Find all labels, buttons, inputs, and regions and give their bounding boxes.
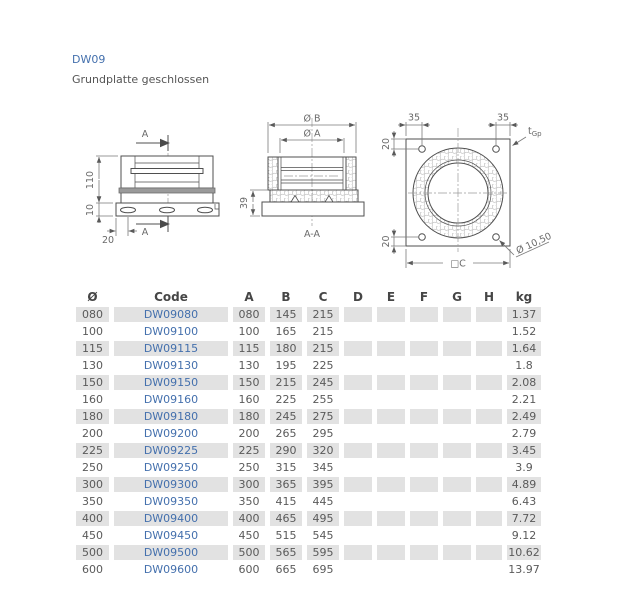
cell-d — [344, 307, 372, 322]
cell-h — [476, 358, 502, 373]
cell-f — [410, 528, 438, 543]
product-code: DW09 — [72, 53, 106, 66]
cell-e — [377, 443, 405, 458]
dim-35-left-label: 35 — [407, 112, 421, 124]
cell-b: 195 — [275, 359, 297, 372]
table-row — [76, 460, 541, 475]
cell-kg: 7.72 — [507, 511, 541, 526]
table-row — [76, 477, 541, 492]
slot-left — [121, 207, 136, 213]
spec-table-body — [76, 307, 541, 577]
cell-code — [114, 477, 228, 492]
technical-drawing — [60, 100, 575, 285]
cell-f — [410, 460, 438, 475]
cell-c: 495 — [307, 511, 339, 526]
cell-a: 500 — [233, 545, 265, 560]
cell-a: 080 — [233, 307, 265, 322]
code-link[interactable]: DW09300 — [143, 478, 199, 491]
cell-d — [344, 426, 372, 441]
cell-d — [344, 511, 372, 526]
cell-c: 395 — [307, 477, 339, 492]
cell-d — [344, 477, 372, 492]
table-row — [76, 426, 541, 441]
cell-h — [476, 409, 502, 424]
cell-g — [443, 392, 471, 407]
cell-kg: 6.43 — [511, 495, 537, 508]
cell-code — [114, 545, 228, 560]
cell-diameter: 600 — [82, 563, 103, 576]
cell-b: 515 — [275, 529, 297, 542]
table-row — [76, 443, 541, 458]
cell-kg: 3.45 — [507, 443, 541, 458]
cell-d — [344, 562, 372, 577]
col-header-a: A — [244, 290, 254, 304]
code-link[interactable]: DW09200 — [143, 427, 199, 440]
cell-kg: 2.49 — [507, 409, 541, 424]
cell-c: 225 — [312, 359, 334, 372]
slot-middle — [160, 207, 175, 213]
cell-d — [344, 494, 372, 509]
plate-size-label: □C — [450, 258, 466, 270]
cell-e — [377, 494, 405, 509]
code-link[interactable]: DW09350 — [143, 495, 199, 508]
cell-b: 665 — [275, 563, 297, 576]
cell-b: 165 — [275, 325, 297, 338]
cell-diameter: 160 — [82, 393, 103, 406]
dim-dia-a-label: Ø A — [303, 128, 321, 140]
cell-f — [410, 443, 438, 458]
dim-20-label: 20 — [101, 235, 115, 246]
cell-f — [410, 375, 438, 390]
cell-e — [377, 324, 405, 339]
col-header-d: D — [353, 290, 363, 304]
section-view-drawing — [239, 114, 364, 241]
cell-kg: 1.37 — [507, 307, 541, 322]
cell-a: 600 — [238, 563, 260, 576]
cell-diameter: 250 — [82, 461, 103, 474]
cell-d — [344, 443, 372, 458]
code-link[interactable]: DW09450 — [143, 529, 199, 542]
cell-diameter: 450 — [82, 529, 103, 542]
cell-diameter: 225 — [76, 443, 109, 458]
cell-h — [476, 528, 502, 543]
table-row — [76, 545, 541, 560]
cell-c: 275 — [307, 409, 339, 424]
dim-110-label: 110 — [85, 170, 96, 190]
cell-c: 345 — [312, 461, 334, 474]
cell-a: 150 — [233, 375, 265, 390]
product-header — [72, 50, 209, 90]
cell-b: 290 — [270, 443, 302, 458]
code-link[interactable]: DW09225 — [143, 444, 199, 457]
product-title: Grundplatte geschlossen — [72, 73, 210, 86]
cell-c: 445 — [312, 495, 334, 508]
cell-e — [377, 307, 405, 322]
cell-d — [344, 545, 372, 560]
cell-e — [377, 562, 405, 577]
cell-b: 315 — [275, 461, 297, 474]
bolt-hole — [419, 146, 426, 153]
cell-a: 160 — [238, 393, 260, 406]
cell-kg: 1.52 — [511, 325, 537, 338]
cell-b: 145 — [270, 307, 302, 322]
cell-e — [377, 358, 405, 373]
cell-c: 255 — [312, 393, 334, 406]
cell-f — [410, 324, 438, 339]
cell-a: 100 — [238, 325, 260, 338]
code-link[interactable]: DW09150 — [143, 376, 199, 389]
cell-b: 180 — [270, 341, 302, 356]
cell-e — [377, 511, 405, 526]
cell-kg: 9.12 — [511, 529, 537, 542]
cell-e — [377, 460, 405, 475]
col-header-kg: kg — [515, 290, 533, 304]
code-link[interactable]: DW09100 — [143, 325, 199, 338]
cell-h — [476, 511, 502, 526]
cell-h — [476, 307, 502, 322]
cell-b: 365 — [270, 477, 302, 492]
cell-a: 300 — [233, 477, 265, 492]
cell-e — [377, 528, 405, 543]
hole-diameter-label: Ø 10,50 — [514, 230, 554, 257]
cell-code — [114, 358, 228, 373]
cell-kg: 1.64 — [507, 341, 541, 356]
insulation-wall-right — [346, 157, 356, 190]
cell-d — [344, 460, 372, 475]
table-row — [76, 324, 541, 339]
cell-code — [114, 324, 228, 339]
slot-right — [198, 207, 213, 213]
cell-diameter: 150 — [76, 375, 109, 390]
cell-code — [114, 460, 228, 475]
code-link[interactable]: DW09080 — [143, 308, 199, 321]
table-row — [76, 307, 541, 322]
code-link[interactable]: DW09130 — [143, 359, 199, 372]
cell-e — [377, 426, 405, 441]
cell-a: 130 — [238, 359, 260, 372]
table-row — [76, 375, 541, 390]
cell-kg: 2.79 — [511, 427, 537, 440]
cell-c: 245 — [307, 375, 339, 390]
cell-g — [443, 324, 471, 339]
table-row — [76, 392, 541, 407]
cell-f — [410, 426, 438, 441]
cell-h — [476, 477, 502, 492]
cell-diameter: 400 — [76, 511, 109, 526]
cell-g — [443, 494, 471, 509]
clamp-band — [131, 169, 203, 174]
cell-d — [344, 324, 372, 339]
cell-g — [443, 426, 471, 441]
cell-e — [377, 545, 405, 560]
cell-h — [476, 324, 502, 339]
cell-g — [443, 511, 471, 526]
dim-20-bottom-label: 20 — [381, 235, 392, 248]
cell-kg: 10.62 — [508, 546, 540, 559]
cell-f — [410, 341, 438, 356]
base-plate-section — [262, 202, 364, 216]
code-link[interactable]: DW09115 — [143, 342, 199, 355]
col-header-g: G — [452, 290, 462, 304]
cell-g — [443, 443, 471, 458]
col-header-c: C — [318, 290, 328, 304]
col-header-f: F — [419, 290, 429, 304]
cell-g — [443, 460, 471, 475]
cell-code — [114, 375, 228, 390]
cell-e — [377, 392, 405, 407]
col-header-e: E — [386, 290, 396, 304]
code-link[interactable]: DW09250 — [143, 461, 199, 474]
cell-h — [476, 443, 502, 458]
cell-g — [443, 409, 471, 424]
cell-c: 545 — [312, 529, 334, 542]
cell-a: 180 — [233, 409, 265, 424]
cell-g — [443, 341, 471, 356]
cell-g — [443, 307, 471, 322]
cell-diameter: 350 — [82, 495, 103, 508]
cell-b: 225 — [275, 393, 297, 406]
cell-kg: 2.08 — [507, 375, 541, 390]
cell-kg: 2.21 — [511, 393, 537, 406]
table-row — [76, 511, 541, 526]
cell-f — [410, 307, 438, 322]
gasket-band — [119, 188, 215, 193]
dim-dia-b-label: Ø B — [303, 113, 321, 125]
cell-h — [476, 545, 502, 560]
table-row — [76, 358, 541, 373]
cell-kg: 3.9 — [515, 461, 533, 474]
cell-g — [443, 528, 471, 543]
cell-f — [410, 545, 438, 560]
cell-b: 465 — [270, 511, 302, 526]
cell-kg: 4.89 — [507, 477, 541, 492]
insulation-wall-left — [268, 157, 278, 190]
cell-a: 400 — [233, 511, 265, 526]
cell-diameter: 500 — [76, 545, 109, 560]
cell-diameter: 115 — [76, 341, 109, 356]
section-arrow-label-top: A — [141, 129, 149, 140]
cell-h — [476, 562, 502, 577]
cell-g — [443, 562, 471, 577]
cell-d — [344, 358, 372, 373]
table-header-row — [76, 289, 541, 305]
cell-diameter: 100 — [82, 325, 103, 338]
bolt-hole — [419, 234, 426, 241]
cell-d — [344, 341, 372, 356]
table-row — [76, 341, 541, 356]
table-row — [76, 562, 541, 577]
cell-e — [377, 375, 405, 390]
dim-35-right-label: 35 — [496, 112, 510, 124]
bolt-hole — [493, 234, 500, 241]
cell-b: 215 — [270, 375, 302, 390]
cell-a: 450 — [238, 529, 260, 542]
cell-b: 245 — [270, 409, 302, 424]
cell-code — [114, 528, 228, 543]
cell-c: 595 — [307, 545, 339, 560]
col-header-diameter: Ø — [87, 290, 98, 304]
col-header-b: B — [281, 290, 291, 304]
cell-c: 695 — [312, 563, 334, 576]
top-view-drawing — [381, 113, 553, 270]
cell-h — [476, 460, 502, 475]
cell-diameter: 130 — [82, 359, 103, 372]
cell-a: 200 — [238, 427, 260, 440]
cell-code — [114, 511, 228, 526]
cell-c: 320 — [307, 443, 339, 458]
cell-code — [114, 426, 228, 441]
table-row — [76, 528, 541, 543]
cell-e — [377, 341, 405, 356]
code-link[interactable]: DW09500 — [143, 546, 199, 559]
cell-b: 565 — [270, 545, 302, 560]
cell-f — [410, 477, 438, 492]
cell-code — [114, 443, 228, 458]
cell-c: 215 — [312, 325, 334, 338]
cell-f — [410, 562, 438, 577]
dim-10-label: 10 — [85, 203, 96, 217]
cell-a: 350 — [238, 495, 260, 508]
cell-e — [377, 409, 405, 424]
cell-b: 415 — [275, 495, 297, 508]
cell-e — [377, 477, 405, 492]
cell-g — [443, 477, 471, 492]
cell-code — [114, 341, 228, 356]
cell-f — [410, 392, 438, 407]
cell-code — [114, 494, 228, 509]
section-arrow-label-bottom: A — [141, 227, 149, 238]
bolt-hole — [493, 146, 500, 153]
cell-diameter: 200 — [82, 427, 103, 440]
code-link[interactable]: DW09400 — [143, 512, 199, 525]
cell-g — [443, 375, 471, 390]
cell-a: 225 — [233, 443, 265, 458]
col-header-code: Code — [154, 290, 188, 304]
table-row — [76, 494, 541, 509]
section-name-label: A-A — [303, 229, 321, 240]
cell-d — [344, 375, 372, 390]
dim-20-top-label: 20 — [381, 137, 392, 151]
cell-h — [476, 375, 502, 390]
cell-f — [410, 409, 438, 424]
cell-d — [344, 528, 372, 543]
cell-g — [443, 358, 471, 373]
cell-code — [114, 392, 228, 407]
cell-diameter: 180 — [76, 409, 109, 424]
cell-h — [476, 341, 502, 356]
cell-a: 115 — [233, 341, 265, 356]
cell-kg: 13.97 — [508, 563, 540, 576]
dim-39-label: 39 — [239, 196, 250, 210]
cell-kg: 1.8 — [515, 359, 533, 372]
cell-c: 295 — [312, 427, 334, 440]
code-link[interactable]: DW09180 — [143, 410, 199, 423]
cell-b: 265 — [275, 427, 297, 440]
code-link[interactable]: DW09600 — [143, 563, 199, 576]
side-view-drawing — [85, 129, 219, 246]
cell-f — [410, 358, 438, 373]
cell-diameter: 300 — [76, 477, 109, 492]
cell-g — [443, 545, 471, 560]
cell-h — [476, 392, 502, 407]
cell-c: 215 — [307, 307, 339, 322]
code-link[interactable]: DW09160 — [143, 393, 199, 406]
cell-code — [114, 409, 228, 424]
cell-d — [344, 392, 372, 407]
cell-c: 215 — [307, 341, 339, 356]
cell-code — [114, 307, 228, 322]
cell-h — [476, 426, 502, 441]
plate-thickness-label: $t_{Gp}$ — [528, 126, 542, 138]
col-header-h: H — [483, 290, 495, 304]
table-row — [76, 409, 541, 424]
cell-f — [410, 511, 438, 526]
cell-f — [410, 494, 438, 509]
cell-h — [476, 494, 502, 509]
spec-table — [71, 287, 546, 579]
cell-diameter: 080 — [76, 307, 109, 322]
cell-a: 250 — [238, 461, 260, 474]
insulation-band — [270, 190, 358, 202]
cell-d — [344, 409, 372, 424]
cell-code — [114, 562, 228, 577]
